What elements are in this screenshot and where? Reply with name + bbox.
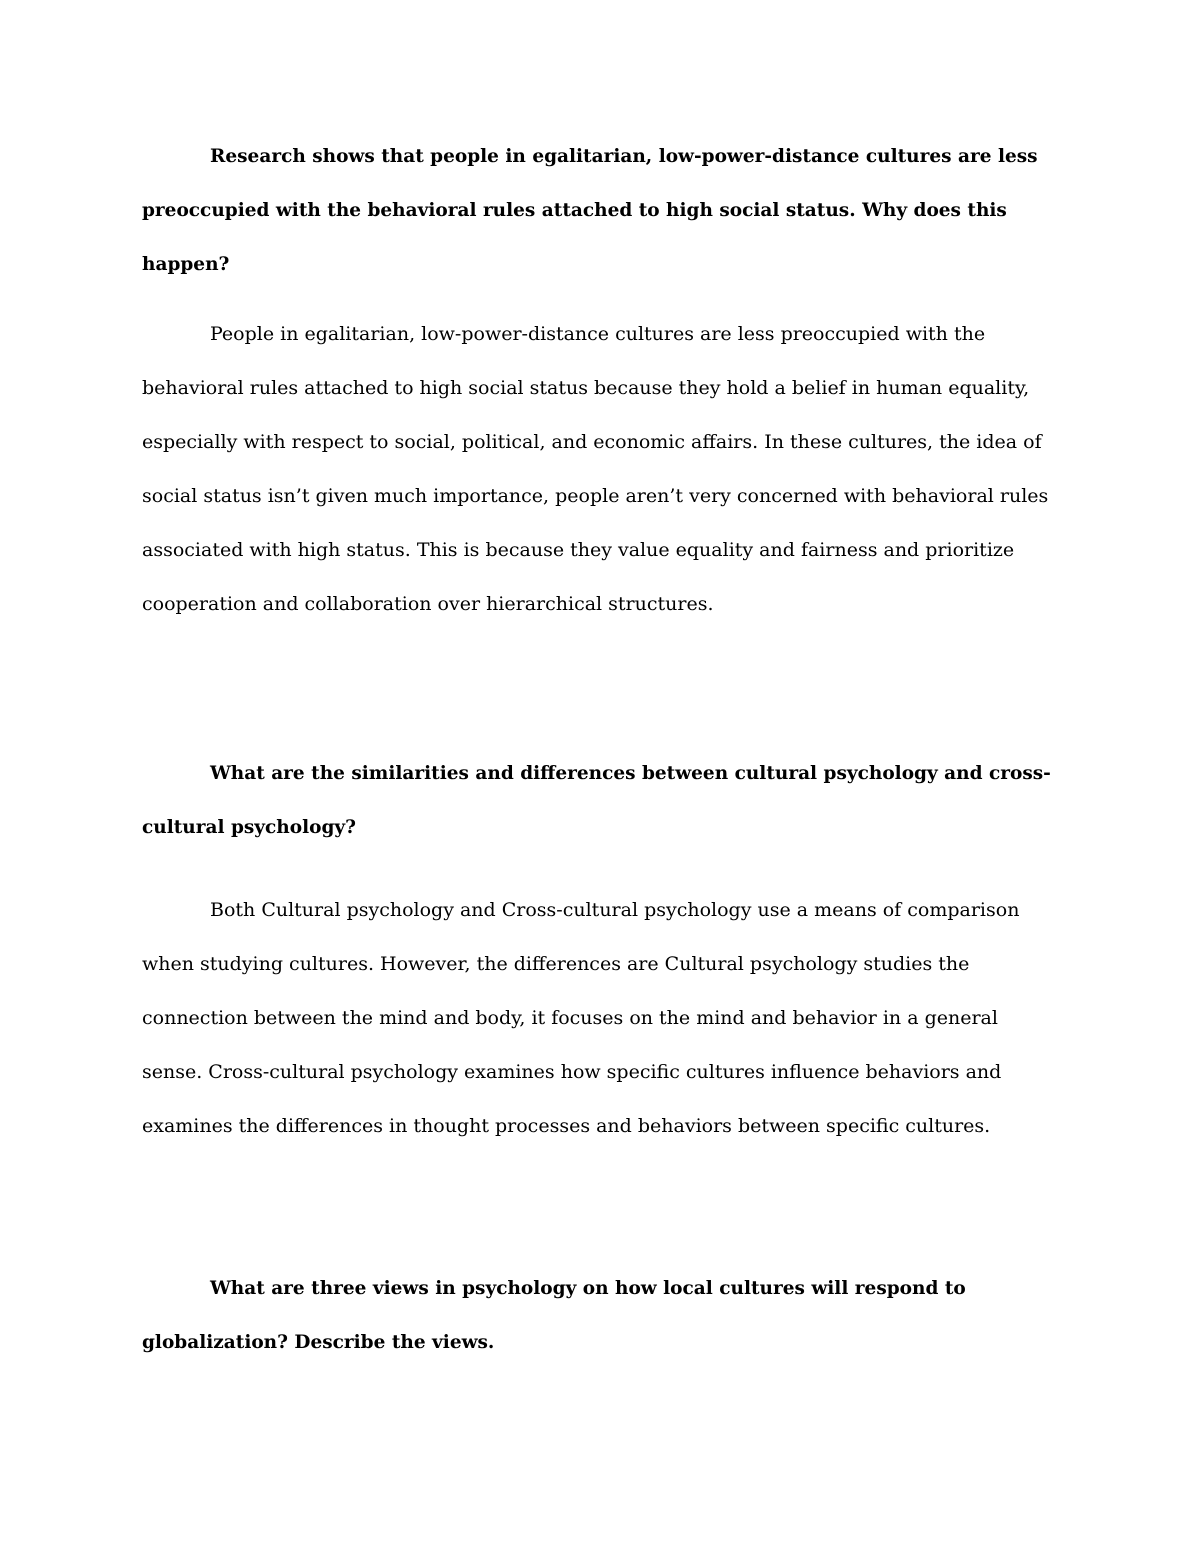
answer-1-paragraph: People in egalitarian, low-power-distance cultures are less preoccupied with the behavioral rules attached to high social status because they hold a belief in human equality, especially with respect to social, political, and economic affairs. In these cultures, the idea of social status isn’t given much importance, people aren’t very concerned with behavioral rules associated with high status. This is because they value equality and fairness and prioritize cooperation and collaboration over hierarchical structures. [142,323,1049,615]
question-3-heading: What are three views in psychology on how local cultures will respond to globalization? Describe the views. [142,1278,966,1353]
question-2-heading: What are the similarities and differences between cultural psychology and cross-cultural psychology? [142,763,1051,838]
answer-2-paragraph: Both Cultural psychology and Cross-cultural psychology use a means of comparison when studying cultures. However, the differences are Cultural psychology studies the connection between the mind and body, it focuses on the mind and behavior in a general sense. Cross-cultural psychology examines how specific cultures influence behaviors and examines the differences in thought processes and behaviors between specific cultures. [142,899,1020,1137]
question-1-heading: Research shows that people in egalitarian, low-power-distance cultures are less preoccupied with the behavioral rules attached to high social status. Why does this happen? [142,146,1038,275]
